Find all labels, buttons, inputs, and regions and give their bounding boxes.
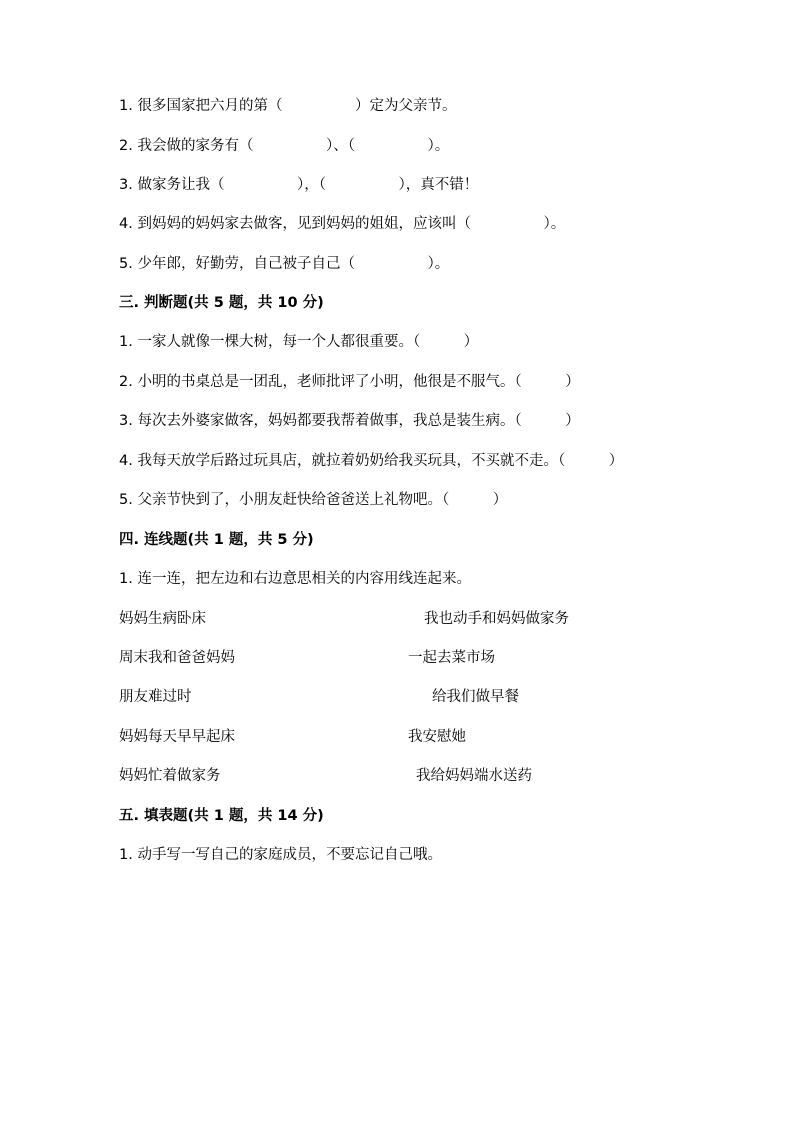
matching-left-item-4: 妈妈每天早早起床 — [119, 729, 235, 745]
matching-left-item-2: 周末我和爸爸妈妈 — [119, 650, 235, 666]
judge-question-5: 5. 父亲节快到了，小朋友赶快给爸爸送上礼物吧。（ ） — [119, 492, 508, 508]
judge-section-heading: 三. 判断题(共 5 题，共 10 分) — [119, 295, 324, 311]
matching-left-item-3: 朋友难过时 — [119, 689, 192, 705]
fill-blank-question-5: 5. 少年郎，好勤劳，自己被子自己（ ）。 — [119, 256, 450, 272]
fill-blank-question-3: 3. 做家务让我（ ），（ ），真不错！ — [119, 177, 479, 193]
fill-blank-question-2: 2. 我会做的家务有（ ）、（ ）。 — [119, 138, 450, 154]
matching-right-item-2: 一起去菜市场 — [408, 650, 495, 666]
matching-right-item-3: 给我们做早餐 — [432, 689, 519, 705]
matching-left-item-1: 妈妈生病卧床 — [119, 611, 206, 627]
matching-prompt: 1. 连一连，把左边和右边意思相关的内容用线连起来。 — [119, 571, 471, 587]
matching-section-heading: 四. 连线题(共 1 题，共 5 分) — [119, 532, 314, 548]
matching-left-item-5: 妈妈忙着做家务 — [119, 768, 221, 784]
matching-right-item-1: 我也动手和妈妈做家务 — [424, 611, 569, 627]
judge-question-1: 1. 一家人就像一棵大树，每一个人都很重要。（ ） — [119, 334, 479, 350]
matching-right-item-5: 我给妈妈端水送药 — [416, 768, 532, 784]
judge-question-2: 2. 小明的书桌总是一团乱，老师批评了小明，他很是不服气。（ ） — [119, 374, 580, 390]
fill-blank-question-4: 4. 到妈妈的妈妈家去做客，见到妈妈的姐姐，应该叫（ ）。 — [119, 216, 566, 232]
table-fill-section-heading: 五. 填表题(共 1 题，共 14 分) — [119, 808, 324, 824]
judge-question-3: 3. 每次去外婆家做客，妈妈都要我帮着做事，我总是装生病。（ ） — [119, 413, 580, 429]
judge-question-4: 4. 我每天放学后路过玩具店，就拉着奶奶给我买玩具，不买就不走。（ ） — [119, 453, 624, 469]
matching-right-item-4: 我安慰她 — [408, 729, 466, 745]
table-fill-prompt: 1. 动手写一写自己的家庭成员，不要忘记自己哦。 — [119, 847, 442, 863]
fill-blank-question-1: 1. 很多国家把六月的第（ ）定为父亲节。 — [119, 98, 457, 114]
